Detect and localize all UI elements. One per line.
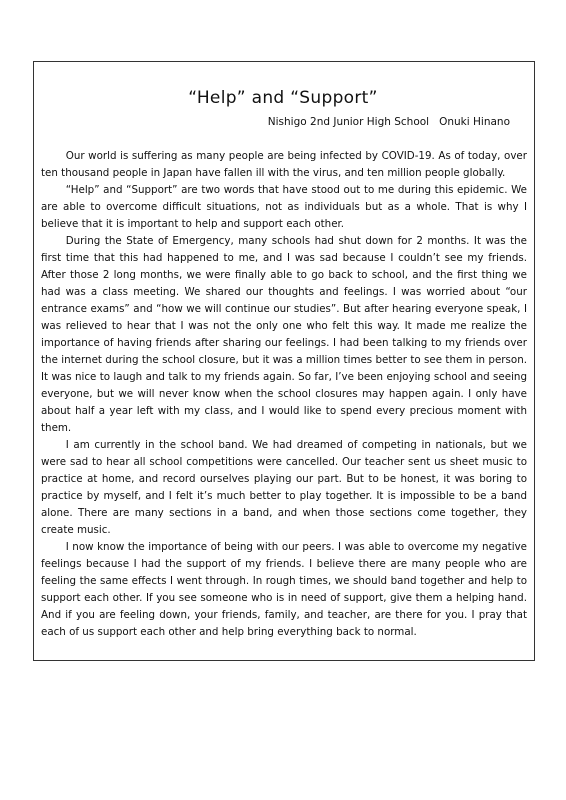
essay-paragraph: I am currently in the school band. We had dreamed of competing in nationals, but we were sad to hear all school competitions were cancelled. Our teacher sent us sheet music to practice at home, and record ourselves playing our part. But to be honest, it was boring to practice by myself, and I felt it’s much better to play together. It is impossible to be a band alone. There are many sections in a band, and when those sections come together, they create music. xyxy=(41,439,527,536)
essay-paragraph: I now know the importance of being with our peers. I was able to overcome my negative feelings because I had the support of my friends. I believe there are many people who are feeling the same effects I went through. In rough times, we should band together and help to support each other. If you see someone who is in need of support, give them a helping hand. And if you are feeling down, your friends, family, and teacher, are there for you. I pray that each of us support each other and help bring everything back to normal. xyxy=(41,541,527,638)
author-byline: Nishigo 2nd Junior High School Onuki Hinano xyxy=(267,116,510,128)
essay-paragraph: Our world is suffering as many people are being infected by COVID-19. As of today, over ten thousand people in Japan have fallen ill with the virus, and ten million people globally. xyxy=(41,150,527,179)
essay-title: “Help” and “Support” xyxy=(188,88,378,108)
essay-paragraph: “Help” and “Support” are two words that have stood out to me during this epidemic. We are able to overcome difficult situations, not as individuals but as a whole. That is why I believe that it is important to help and support each other. xyxy=(41,184,527,230)
essay-paragraph: During the State of Emergency, many schools had shut down for 2 months. It was the first time that this had happened to me, and I was sad because I couldn’t see my friends. After those 2 long months, we were finally able to go back to school, and the first thing we had was a class meeting. We shared our thoughts and feelings. I was worried about “our entrance exams” and “how we will continue our studies”. But after hearing everyone speak, I was relieved to hear that I was not the only one who felt this way. It made me realize the importance of having friends after sharing our feelings. I had been talking to my friends over the internet during the school closure, but it was a million times better to see them in person. It was nice to laugh and talk to my friends again. So far, I’ve been enjoying school and seeing everyone, but we will never know when the school closures may happen again. I only have about half a year left with my class, and I would like to spend every precious moment with them. xyxy=(41,235,527,434)
essay-body xyxy=(41,148,527,641)
